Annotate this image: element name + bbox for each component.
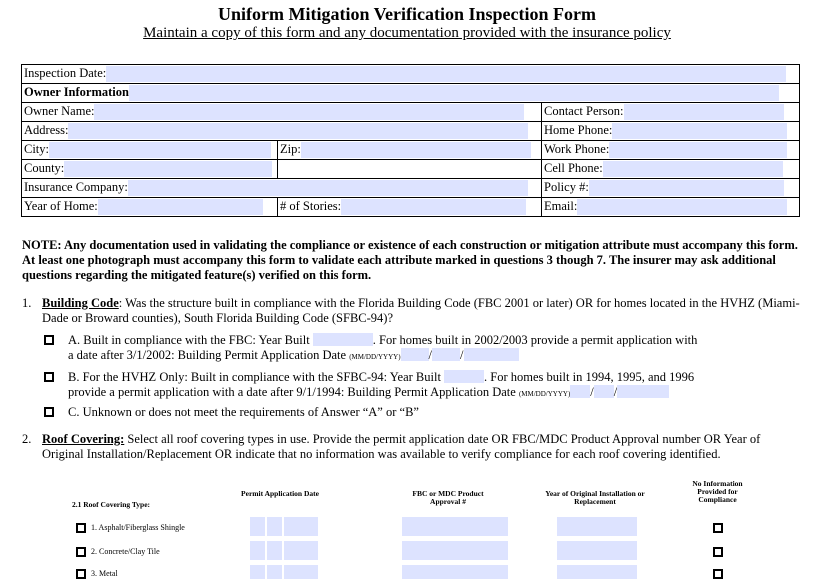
roof-tile-approval-field[interactable] <box>402 541 508 560</box>
address-label: Address: <box>24 122 69 137</box>
q1-a-day-field[interactable] <box>432 348 460 361</box>
city-label: City: <box>24 141 50 156</box>
q1-a-date-format: (MM/DD/YYYY) <box>349 353 401 361</box>
zip-label: Zip: <box>280 141 301 156</box>
q1-heading: Building Code <box>42 296 119 310</box>
roof-metal-checkbox[interactable] <box>76 569 86 579</box>
q1-b-date-format: (MM/DD/YYYY) <box>518 390 571 398</box>
q1-a-year-field[interactable] <box>464 348 519 361</box>
cell-phone-field[interactable] <box>603 161 783 177</box>
owner-name-label: Owner Name: <box>24 103 95 118</box>
q1-question <box>42 296 804 326</box>
owner-info-grid <box>21 64 800 217</box>
roof-metal-noinfo-checkbox[interactable] <box>713 569 723 579</box>
policy-label: Policy #: <box>544 179 589 194</box>
roof-asphalt-year-field[interactable] <box>557 517 637 536</box>
roof-tile-label: 2. Concrete/Clay Tile <box>91 547 160 556</box>
county-blank-cell <box>278 160 542 179</box>
q1-a-checkbox[interactable] <box>44 335 54 345</box>
roof-metal-permit-year[interactable] <box>284 565 318 579</box>
owner-name-field[interactable] <box>94 104 524 120</box>
q1-b-line2: provide a permit application with a date after 9/1/1994: Building Permit Application Date (MM/DD/YYYY) / / <box>68 385 808 402</box>
county-field[interactable] <box>64 161 272 177</box>
roof-asphalt-checkbox[interactable] <box>76 523 86 533</box>
stories-field[interactable] <box>341 199 526 215</box>
address-field[interactable] <box>68 123 528 139</box>
email-label: Email: <box>544 198 578 213</box>
q1-b-text3: provide a permit application with a date after 9/1/1994: Building Permit Application Date <box>68 385 516 399</box>
col-product-approval: FBC or MDC Product Approval # <box>412 489 484 506</box>
q1-b-year-field[interactable] <box>617 385 669 398</box>
q2-heading: Roof Covering: <box>42 432 125 446</box>
zip-field[interactable] <box>301 142 531 158</box>
owner-information-header <box>22 84 800 103</box>
roof-tile-permit-year[interactable] <box>284 541 318 560</box>
owner-information-field[interactable] <box>129 85 779 101</box>
inspection-date-field[interactable] <box>106 66 786 82</box>
q1-a-text3: a date after 3/1/2002: Building Permit Application Date <box>68 348 347 362</box>
city-field[interactable] <box>49 142 271 158</box>
roof-metal-year-field[interactable] <box>557 565 637 579</box>
q1-c-text: C. Unknown or does not meet the requirements of Answer “A” or “B” <box>68 405 419 419</box>
year-of-home-label: Year of Home: <box>24 198 98 213</box>
q1-a-text1: A. Built in compliance with the FBC: Year Built <box>68 333 310 347</box>
q1-number: 1. <box>22 296 32 310</box>
q1-a-line1 <box>68 333 808 348</box>
inspection-date-row <box>22 65 800 84</box>
form-title: Uniform Mitigation Verification Inspection Form <box>218 4 596 24</box>
work-phone-label: Work Phone: <box>544 141 610 156</box>
form-subtitle: Maintain a copy of this form and any documentation provided with the insurance policy <box>143 25 671 41</box>
roof-metal-label: 3. Metal <box>91 569 118 578</box>
q1-b-month-field[interactable] <box>570 385 590 398</box>
contact-person-field[interactable] <box>624 104 784 120</box>
email-field[interactable] <box>577 199 787 215</box>
work-phone-field[interactable] <box>609 142 787 158</box>
q1-b-text2: . For homes built in 1994, 1995, and 1996 <box>484 370 695 384</box>
insurance-company-label: Insurance Company: <box>24 179 128 194</box>
roof-tile-permit-month[interactable] <box>250 541 265 560</box>
q1-b-year-built-field[interactable] <box>444 370 484 383</box>
county-label: County: <box>24 160 65 175</box>
q1-b-day-field[interactable] <box>594 385 614 398</box>
col-no-information: No Information Provided for Compliance <box>692 479 743 504</box>
q1-b-checkbox[interactable] <box>44 372 54 382</box>
year-of-home-field[interactable] <box>98 199 263 215</box>
q1-text: : Was the structure built in compliance with the Florida Building Code (FBC 2001 or later) OR for homes located in the HVHZ (Miami-Dade or Broward counties), South Florida Building Code (SFBC-94)? <box>42 296 800 325</box>
q1-a-line2: a date after 3/1/2002: Building Permit Application Date (MM/DD/YYYY) / / <box>68 348 808 365</box>
q1-a-year-built-field[interactable] <box>313 333 373 346</box>
q2-question <box>42 432 804 462</box>
col-year-installation: Year of Original Installation or Replacement <box>545 489 645 506</box>
roof-metal-permit-day[interactable] <box>267 565 282 579</box>
q2-number: 2. <box>22 432 32 446</box>
roof-tile-noinfo-checkbox[interactable] <box>713 547 723 557</box>
q2-text: Select all roof covering types in use. Provide the permit application date OR FBC/MDC Product Approval number OR Year of Original Installation/Replacement OR indicate that no information was available to verify compliance for each roof covering identified. <box>42 432 761 461</box>
home-phone-field[interactable] <box>612 123 787 139</box>
insurance-company-field[interactable] <box>128 180 528 196</box>
roof-asphalt-permit-month[interactable] <box>250 517 265 536</box>
q1-a-text2: . For homes built in 2002/2003 provide a permit application with <box>372 333 698 347</box>
cell-phone-label: Cell Phone: <box>544 160 603 175</box>
roof-asphalt-label: 1. Asphalt/Fiberglass Shingle <box>91 523 185 532</box>
col-roof-covering-type: 2.1 Roof Covering Type: <box>72 500 151 509</box>
roof-tile-permit-day[interactable] <box>267 541 282 560</box>
note-text: NOTE: Any documentation used in validating the compliance or existence of each construction or mitigation attribute must accompany this form. At least one photograph must accompany this form to validate each attribute marked in questions 3 though 7. The insurer may ask additional questions regarding the mitigated feature(s) verified on this form. <box>22 238 798 282</box>
q1-b-line1 <box>68 370 813 385</box>
policy-field[interactable] <box>589 180 784 196</box>
stories-label: # of Stories: <box>280 198 342 213</box>
home-phone-label: Home Phone: <box>544 122 613 137</box>
roof-tile-year-field[interactable] <box>557 541 637 560</box>
q1-a-month-field[interactable] <box>401 348 429 361</box>
roof-metal-approval-field[interactable] <box>402 565 508 579</box>
roof-asphalt-permit-day[interactable] <box>267 517 282 536</box>
inspection-date-label: Inspection Date: <box>24 65 107 80</box>
roof-asphalt-noinfo-checkbox[interactable] <box>713 523 723 533</box>
roof-tile-checkbox[interactable] <box>76 547 86 557</box>
q1-c-checkbox[interactable] <box>44 407 54 417</box>
owner-information-label: Owner Information <box>24 84 129 99</box>
contact-person-label: Contact Person: <box>544 103 624 118</box>
q1-b-text1: B. For the HVHZ Only: Built in compliance with the SFBC-94: Year Built <box>68 370 441 384</box>
roof-asphalt-permit-year[interactable] <box>284 517 318 536</box>
col-permit-application-date: Permit Application Date <box>241 489 319 498</box>
roof-metal-permit-month[interactable] <box>250 565 265 579</box>
roof-asphalt-approval-field[interactable] <box>402 517 508 536</box>
